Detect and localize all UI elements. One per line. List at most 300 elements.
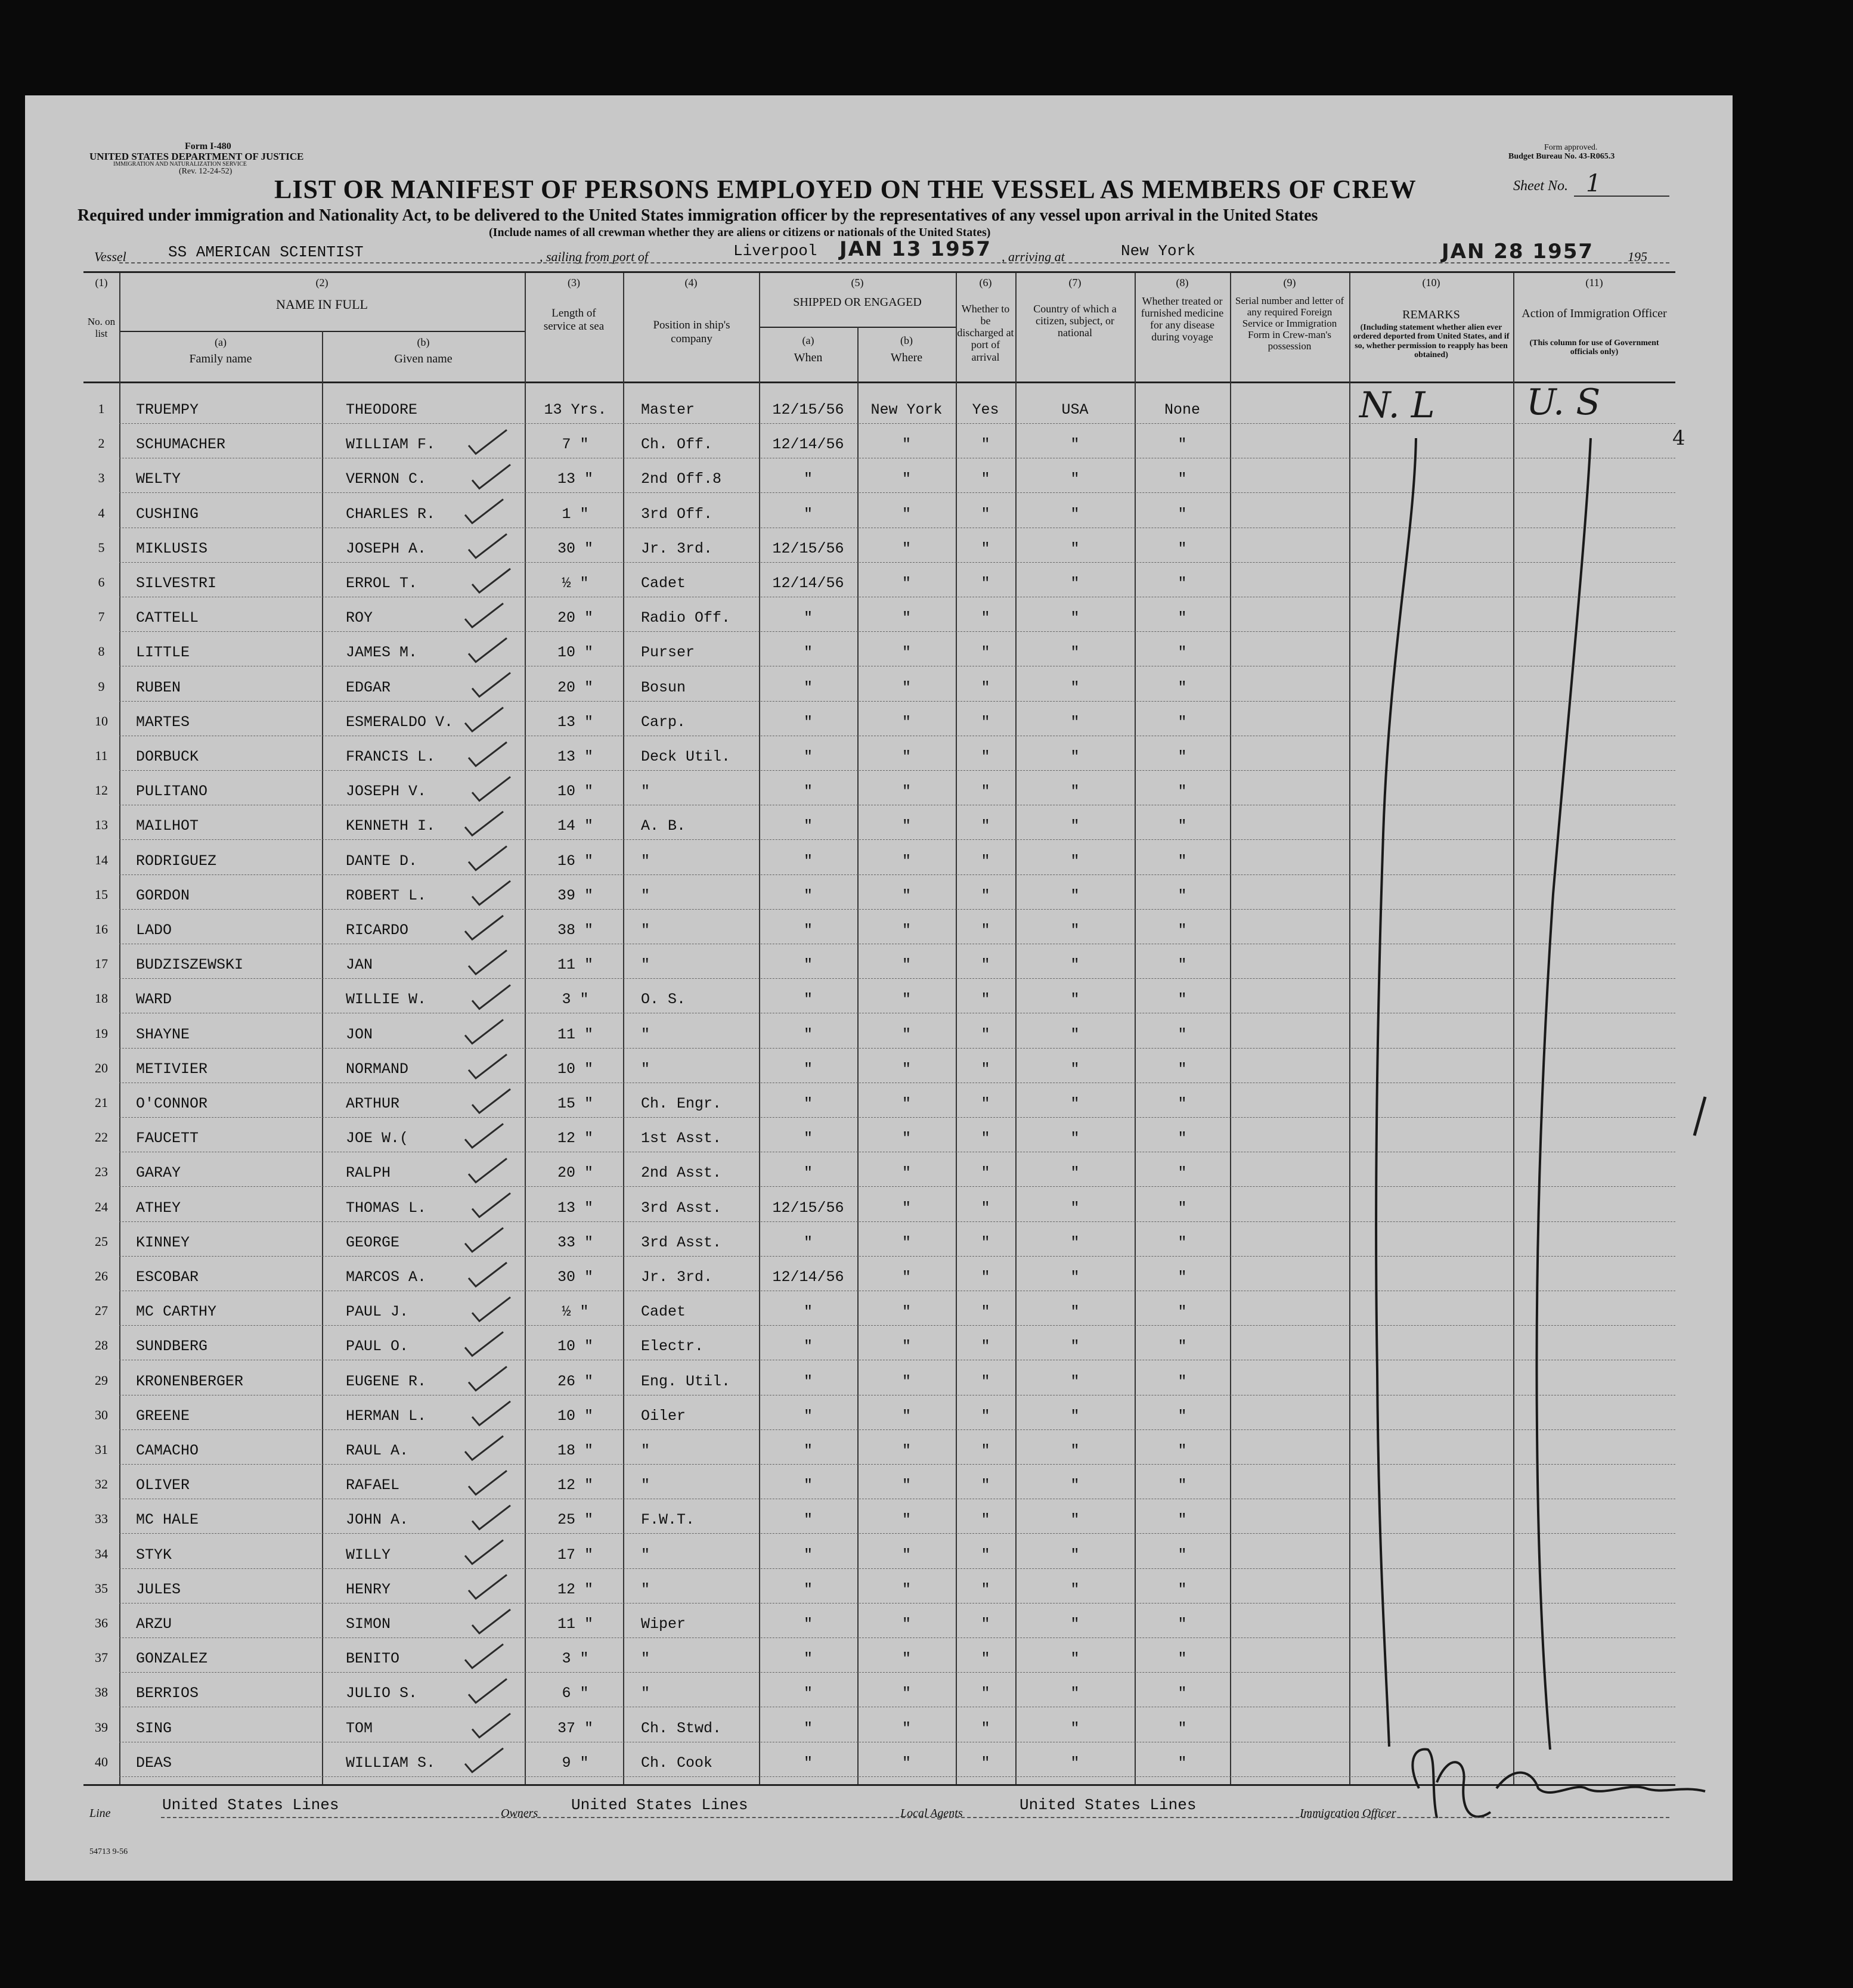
shipped-where: " [901, 1511, 911, 1529]
given-name: GEORGE [346, 1233, 400, 1251]
ship-position: 2nd Off.8 [641, 470, 722, 488]
citizenship-country: " [1070, 713, 1080, 731]
row-number: 20 [95, 1060, 108, 1075]
shipped-when: " [803, 1650, 813, 1668]
row-number: 31 [95, 1442, 108, 1457]
ship-position: Wiper [641, 1615, 686, 1633]
check-mark [465, 708, 503, 731]
citizenship-country: " [1070, 1754, 1080, 1772]
medicine-status: " [1178, 1477, 1187, 1494]
col3-label: Length of service at sea [543, 307, 605, 333]
shipped-when: " [803, 817, 813, 835]
family-name: LADO [136, 922, 172, 939]
sailing-label: , sailing from port of [540, 249, 648, 264]
check-mark [465, 603, 503, 627]
check-mark [465, 1436, 503, 1460]
citizenship-country: " [1070, 1025, 1080, 1043]
margin-stroke [1694, 1097, 1705, 1136]
given-name: RAFAEL [346, 1477, 400, 1494]
ship-position: Ch. Engr. [641, 1095, 722, 1112]
citizenship-country: " [1070, 470, 1080, 488]
family-name: WELTY [136, 470, 181, 488]
family-name: O'CONNOR [136, 1095, 208, 1112]
row-number: 17 [95, 956, 108, 972]
check-marks [465, 430, 510, 1772]
given-name: JAMES M. [346, 644, 418, 662]
shipped-where: " [901, 1719, 911, 1737]
ship-position: Carp. [641, 713, 686, 731]
col5a-num: (a) [802, 334, 814, 346]
family-name: CAMACHO [136, 1442, 199, 1459]
medicine-status: " [1178, 678, 1187, 696]
officer-signature [1407, 1761, 1679, 1809]
check-mark [469, 1679, 507, 1702]
family-name: ARZU [136, 1615, 172, 1633]
given-name: FRANCIS L. [346, 748, 436, 765]
service-length: 3 " [562, 1650, 589, 1668]
medicine-status: " [1178, 922, 1187, 939]
ship-position: Purser [641, 644, 695, 662]
line-label: Line [89, 1807, 111, 1820]
col6-num: (6) [979, 277, 992, 289]
family-name: MC CARTHY [136, 1303, 217, 1321]
arriving-label: , arriving at [1002, 249, 1065, 264]
given-name: ARTHUR [346, 1095, 400, 1112]
given-name: WILLIE W. [346, 991, 427, 1009]
discharged: " [981, 1477, 990, 1494]
ship-position: Eng. Util. [641, 1372, 731, 1390]
discharged: " [981, 1269, 990, 1286]
family-name: GORDON [136, 886, 190, 904]
discharged: " [981, 783, 990, 801]
service-length: ½ " [562, 1303, 589, 1321]
row-number: 21 [95, 1095, 108, 1110]
col9-num: (9) [1283, 277, 1296, 289]
service-length: 38 " [557, 922, 593, 939]
ship-position: F.W.T. [641, 1511, 695, 1529]
discharged: " [981, 1025, 990, 1043]
col2-num: (2) [315, 277, 329, 289]
medicine-status: " [1178, 713, 1187, 731]
service-length: 20 " [557, 678, 593, 696]
row-number: 12 [95, 783, 108, 798]
row-number: 4 [98, 505, 105, 520]
shipped-when: " [803, 609, 813, 627]
citizenship-country: " [1070, 436, 1080, 454]
citizenship-country: " [1070, 1164, 1080, 1182]
shipped-when: 12/14/56 [772, 575, 844, 592]
shipped-where: " [901, 1338, 911, 1356]
given-name: JOHN A. [346, 1511, 409, 1529]
ship-position: Ch. Cook [641, 1754, 713, 1772]
shipped-where: " [901, 436, 911, 454]
service-length: 25 " [557, 1511, 593, 1529]
given-name: DANTE D. [346, 852, 418, 870]
row-number: 34 [95, 1546, 108, 1561]
discharged: " [981, 609, 990, 627]
medicine-status: " [1178, 1233, 1187, 1251]
check-mark [465, 1748, 503, 1772]
service-length: 13 " [557, 713, 593, 731]
check-mark [472, 1401, 510, 1425]
department-name: UNITED STATES DEPARTMENT OF JUSTICE [89, 151, 304, 162]
discharged: " [981, 1095, 990, 1112]
row-number: 8 [98, 644, 105, 659]
service-length: 7 " [562, 436, 589, 454]
shipped-when: " [803, 678, 813, 696]
discharged: " [981, 1442, 990, 1459]
family-name: LITTLE [136, 644, 190, 662]
citizenship-country: " [1070, 852, 1080, 870]
service-length: 11 " [557, 1615, 593, 1633]
agents-label: Local Agents [900, 1807, 963, 1820]
col11-sub: (This column for use of Government officials only) [1529, 339, 1659, 357]
owners-value: United States Lines [571, 1796, 748, 1814]
row-number: 32 [95, 1477, 108, 1492]
shipped-where: New York [870, 401, 943, 418]
medicine-status: " [1178, 1407, 1187, 1425]
shipped-when: " [803, 1685, 813, 1702]
shipped-when: " [803, 1442, 813, 1459]
citizenship-country: " [1070, 748, 1080, 765]
shipped-where: " [901, 922, 911, 939]
given-name: CHARLES R. [346, 505, 436, 523]
family-name: CATTELL [136, 609, 199, 627]
shipped-where: " [901, 678, 911, 696]
col2a-label: Family name [189, 352, 252, 365]
shipped-where: " [901, 1233, 911, 1251]
check-mark [465, 500, 503, 523]
shipped-when: 12/14/56 [772, 1269, 844, 1286]
row-number: 9 [98, 678, 105, 694]
service-length: 11 " [557, 956, 593, 974]
family-name: MC HALE [136, 1511, 199, 1529]
printer-code: 54713 9-56 [89, 1847, 128, 1856]
row-number: 40 [95, 1754, 108, 1769]
check-mark [469, 1055, 507, 1078]
row-number: 23 [95, 1164, 108, 1180]
family-name: FAUCETT [136, 1130, 199, 1147]
col11-label: Action of Immigration Officer [1522, 307, 1667, 320]
discharged: " [981, 991, 990, 1009]
row-number: 13 [95, 817, 108, 833]
service-length: 12 " [557, 1580, 593, 1598]
given-name: PAUL O. [346, 1338, 409, 1356]
shipped-where: " [901, 817, 911, 835]
medicine-status: " [1178, 436, 1187, 454]
shipped-where: " [901, 1615, 911, 1633]
check-mark [472, 881, 510, 905]
row-number: 14 [95, 852, 108, 867]
shipped-when: " [803, 783, 813, 801]
family-name: PULITANO [136, 783, 208, 801]
check-mark [465, 1228, 503, 1252]
col5-num: (5) [851, 277, 864, 289]
shipped-where: " [901, 713, 911, 731]
service-length: 14 " [557, 817, 593, 835]
check-mark [469, 1367, 507, 1391]
citizenship-country: " [1070, 1372, 1080, 1390]
col7-label: Country of which a citizen, subject, or national [1033, 303, 1117, 339]
medicine-status: " [1178, 991, 1187, 1009]
family-name: DEAS [136, 1754, 172, 1772]
shipped-where: " [901, 1025, 911, 1043]
citizenship-country: " [1070, 1060, 1080, 1078]
line-value: United States Lines [162, 1796, 339, 1814]
family-name: WARD [136, 991, 172, 1009]
shipped-where: " [901, 748, 911, 765]
shipped-where: " [901, 1269, 911, 1286]
shipped-where: " [901, 1060, 911, 1078]
shipped-when: " [803, 991, 813, 1009]
service-length: 17 " [557, 1546, 593, 1564]
remarks-row1-handwriting: N. L [1359, 384, 1435, 426]
discharged: " [981, 575, 990, 592]
family-name: TRUEMPY [136, 401, 199, 418]
ship-position: Bosun [641, 678, 686, 696]
col5b-num: (b) [900, 334, 913, 346]
service-length: 10 " [557, 1060, 593, 1078]
service-length: 18 " [557, 1442, 593, 1459]
service-length: 10 " [557, 1407, 593, 1425]
citizenship-country: " [1070, 505, 1080, 523]
col2a-num: (a) [215, 336, 227, 348]
medicine-status: " [1178, 1025, 1187, 1043]
port-to: New York [1121, 242, 1195, 260]
family-name: ATHEY [136, 1199, 181, 1217]
check-mark [472, 1714, 510, 1738]
col4-label: Position in ship's company [653, 319, 730, 345]
discharged: " [981, 748, 990, 765]
family-name: GONZALEZ [136, 1650, 208, 1668]
check-mark [465, 916, 503, 939]
check-mark [469, 1158, 507, 1182]
citizenship-country: " [1070, 1233, 1080, 1251]
ship-position: Oiler [641, 1407, 686, 1425]
shipped-when: " [803, 886, 813, 904]
shipped-where: " [901, 991, 911, 1009]
row-number: 30 [95, 1407, 108, 1422]
shipped-when: " [803, 1407, 813, 1425]
medicine-status: " [1178, 1615, 1187, 1633]
given-name: RAUL A. [346, 1442, 409, 1459]
agents-value: United States Lines [1020, 1796, 1197, 1814]
given-name: JON [346, 1025, 373, 1043]
margin-mark: 4 [1672, 426, 1685, 450]
medicine-status: " [1178, 817, 1187, 835]
shipped-when: " [803, 470, 813, 488]
discharged: " [981, 1719, 990, 1737]
shipped-when: " [803, 1372, 813, 1390]
shipped-where: " [901, 470, 911, 488]
citizenship-country: " [1070, 1130, 1080, 1147]
service-length: 16 " [557, 852, 593, 870]
citizenship-country: " [1070, 1095, 1080, 1112]
col5b-label: Where [890, 351, 923, 364]
service-length: 33 " [557, 1233, 593, 1251]
ship-position: Deck Util. [641, 748, 731, 765]
col10-num: (10) [1422, 277, 1440, 289]
shipped-where: " [901, 505, 911, 523]
shipped-when: " [803, 1303, 813, 1321]
check-mark [472, 1193, 510, 1217]
form-number: Form I-480 [185, 141, 231, 151]
ship-position: " [641, 922, 650, 939]
discharged: " [981, 817, 990, 835]
col7-num: (7) [1068, 277, 1082, 289]
shipped-where: " [901, 886, 911, 904]
medicine-status: " [1178, 644, 1187, 662]
officer-label: Immigration Officer [1300, 1807, 1396, 1820]
citizenship-country: " [1070, 1303, 1080, 1321]
col1-num: (1) [95, 277, 108, 289]
citizenship-country: " [1070, 1685, 1080, 1702]
shipped-where: " [901, 575, 911, 592]
ship-position: Ch. Stwd. [641, 1719, 722, 1737]
ship-position: Ch. Off. [641, 436, 713, 454]
given-name: MARCOS A. [346, 1269, 427, 1286]
family-name: MIKLUSIS [136, 539, 208, 557]
ship-position: " [641, 1580, 650, 1598]
discharged: " [981, 505, 990, 523]
given-name: RALPH [346, 1164, 391, 1182]
check-mark [465, 1540, 503, 1564]
discharged: " [981, 1754, 990, 1772]
ship-position: 3rd Off. [641, 505, 713, 523]
citizenship-country: " [1070, 644, 1080, 662]
discharged: " [981, 922, 990, 939]
medicine-status: " [1178, 1060, 1187, 1078]
given-name: JAN [346, 956, 373, 974]
row-number: 2 [98, 436, 105, 451]
discharged: " [981, 436, 990, 454]
check-mark [469, 742, 507, 766]
medicine-status: " [1178, 1199, 1187, 1217]
family-name: CUSHING [136, 505, 199, 523]
discharged: " [981, 644, 990, 662]
ship-position: 1st Asst. [641, 1130, 722, 1147]
medicine-status: " [1178, 505, 1187, 523]
owners-label: Owners [501, 1807, 538, 1820]
form-revision: (Rev. 12-24-52) [179, 167, 233, 176]
service-length: 13 " [557, 748, 593, 765]
discharged: " [981, 713, 990, 731]
medicine-status: " [1178, 748, 1187, 765]
manifest-note: (Include names of all crewman whether they are aliens or citizens or nationals of the United States) [489, 226, 991, 239]
shipped-where: " [901, 1546, 911, 1564]
discharged: " [981, 1580, 990, 1598]
sail-date-stamp: JAN 13 1957 [839, 237, 992, 261]
service-length: 10 " [557, 1338, 593, 1356]
family-name: METIVIER [136, 1060, 208, 1078]
service-length: 30 " [557, 539, 593, 557]
medicine-status: " [1178, 1650, 1187, 1668]
citizenship-country: " [1070, 1511, 1080, 1529]
service-length: 13 " [557, 1199, 593, 1217]
action-row1-handwriting: U. S [1526, 382, 1601, 423]
given-name: PAUL J. [346, 1303, 409, 1321]
medicine-status: " [1178, 852, 1187, 870]
shipped-when: " [803, 1511, 813, 1529]
discharged: Yes [972, 401, 999, 418]
citizenship-country: " [1070, 1477, 1080, 1494]
family-name: SCHUMACHER [136, 436, 226, 454]
row-number: 6 [98, 575, 105, 590]
discharged: " [981, 1546, 990, 1564]
row-number: 1 [98, 401, 105, 416]
citizenship-country: USA [1061, 401, 1089, 418]
shipped-when: " [803, 644, 813, 662]
action-ditto-line [1536, 438, 1591, 1750]
shipped-where: " [901, 539, 911, 557]
family-name: RODRIGUEZ [136, 852, 217, 870]
medicine-status: " [1178, 1685, 1187, 1702]
medicine-status: " [1178, 1580, 1187, 1598]
shipped-where: " [901, 1095, 911, 1112]
family-name: DORBUCK [136, 748, 199, 765]
service-length: 1 " [562, 505, 589, 523]
row-number: 25 [95, 1233, 108, 1249]
col2b-label: Given name [394, 352, 453, 365]
row-number: 28 [95, 1338, 108, 1353]
port-from: Liverpool [733, 242, 817, 260]
ship-position: " [641, 1060, 650, 1078]
family-name: GREENE [136, 1407, 190, 1425]
check-mark [472, 569, 510, 593]
row-number: 39 [95, 1719, 108, 1735]
discharged: " [981, 1650, 990, 1668]
discharged: " [981, 678, 990, 696]
family-name: GARAY [136, 1164, 181, 1182]
medicine-status: " [1178, 1338, 1187, 1356]
sheet-label: Sheet No. [1513, 178, 1568, 194]
citizenship-country: " [1070, 609, 1080, 627]
family-name: SUNDBERG [136, 1338, 208, 1356]
family-name: SILVESTRI [136, 575, 217, 592]
row-number: 16 [95, 922, 108, 936]
service-length: 3 " [562, 991, 589, 1009]
check-mark [469, 534, 507, 558]
shipped-when: " [803, 1719, 813, 1737]
row-number: 36 [95, 1615, 108, 1630]
check-mark [472, 985, 510, 1009]
col2b-num: (b) [417, 336, 430, 348]
medicine-status: " [1178, 539, 1187, 557]
shipped-when: " [803, 1164, 813, 1182]
col5-label: SHIPPED OR ENGAGED [793, 296, 922, 309]
discharged: " [981, 1233, 990, 1251]
service-length: 13 Yrs. [544, 401, 607, 418]
medicine-status: " [1178, 1269, 1187, 1286]
service-length: 20 " [557, 1164, 593, 1182]
discharged: " [981, 1303, 990, 1321]
row-number: 11 [95, 748, 108, 763]
shipped-when: " [803, 1615, 813, 1633]
given-name: JULIO S. [346, 1685, 418, 1702]
shipped-where: " [901, 1164, 911, 1182]
medicine-status: " [1178, 1372, 1187, 1390]
row-number: 27 [95, 1303, 108, 1319]
service-length: 12 " [557, 1130, 593, 1147]
col10-sub: (Including statement whether alien ever ordered deported from United States, and if so, whether permission to reapply has been obtained) [1353, 323, 1510, 360]
shipped-when: " [803, 1095, 813, 1112]
given-name: ERROL T. [346, 575, 418, 592]
check-mark [465, 1020, 503, 1044]
ship-position: Master [641, 401, 695, 418]
row-number: 29 [95, 1372, 108, 1388]
given-name: EUGENE R. [346, 1372, 427, 1390]
service-length: 20 " [557, 609, 593, 627]
